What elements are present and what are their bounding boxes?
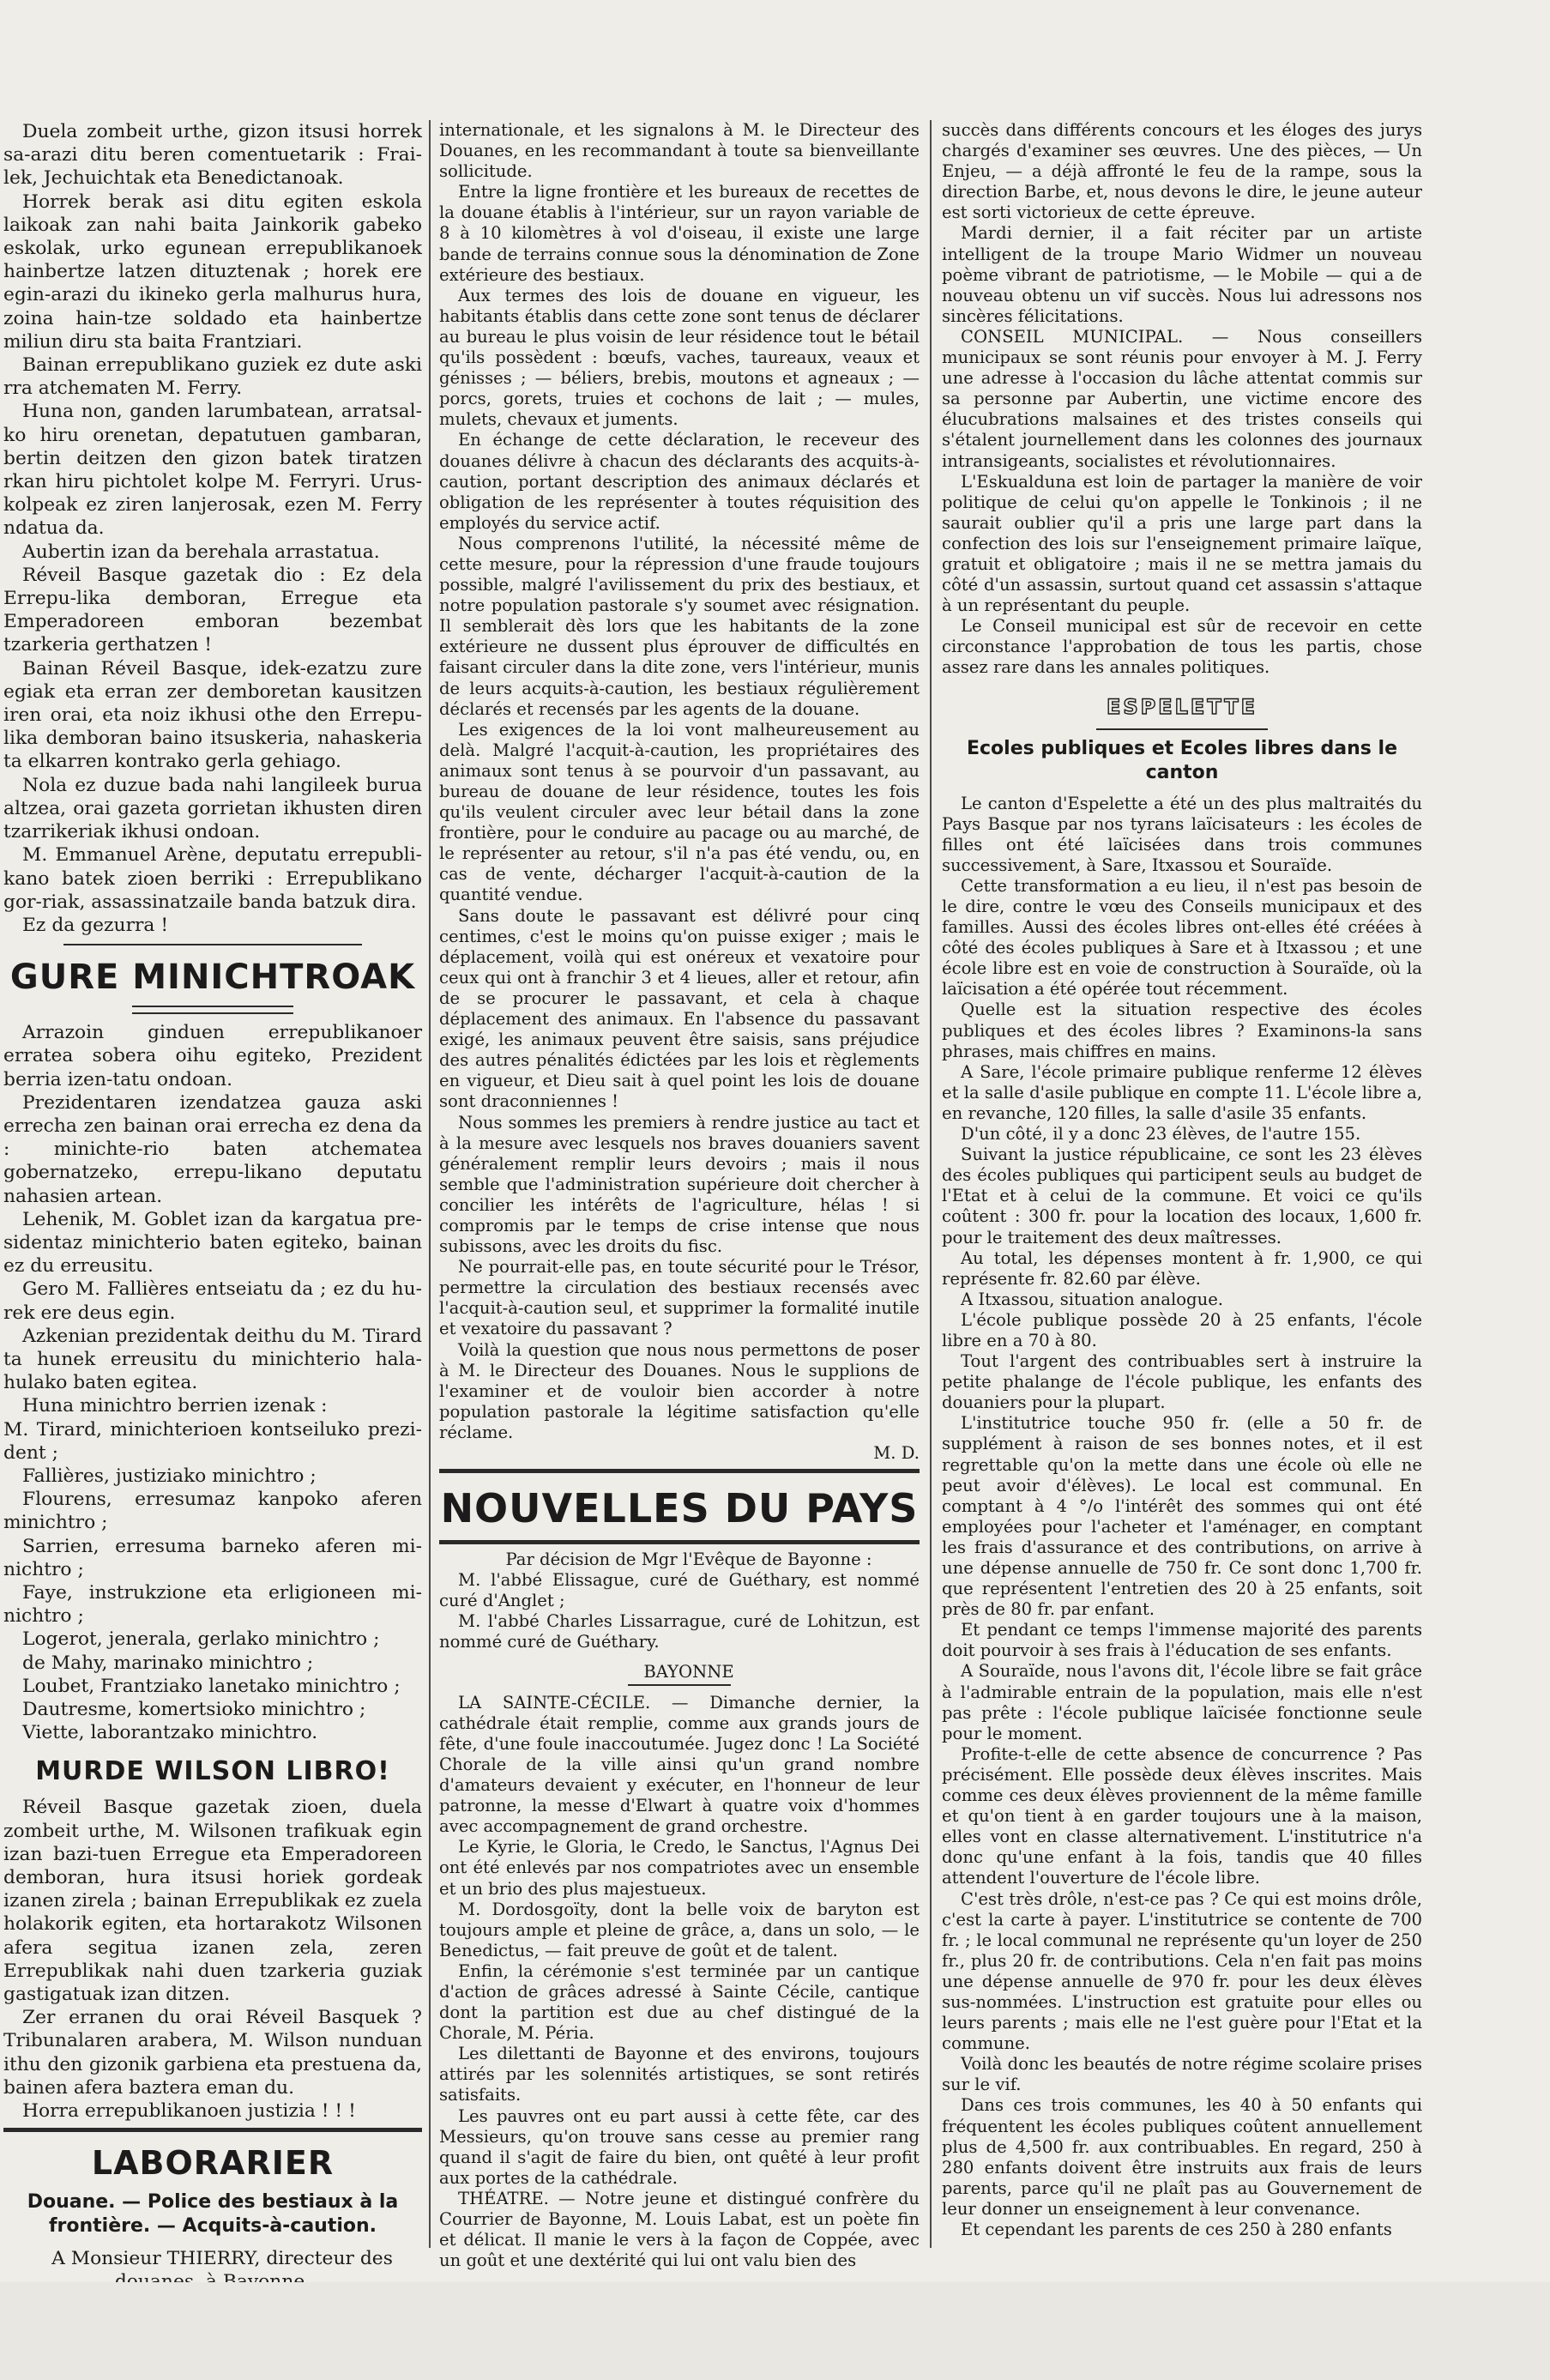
article-paragraph: Et cependant les parents de ces 250 à 280 enfants <box>961 2220 1392 2239</box>
article-paragraph: LA SAINTE-CÉCILE. — Dimanche dernier, la cathédrale était remplie, comme aux grands jours de fête, d'une foule inaccoutumée. Jugez donc ! La Société Chorale de la ville ainsi qu'un grand nombre d'amateurs devaient y exécuter, en l'honneur de leur patronne, la messe d'Elwart à quatre voix d'hommes avec accompagnement de grand orchestre. <box>439 1692 920 1837</box>
article-paragraph: Gero M. Fallières entseiatu da ; ez du hu-rek ere deus egin. <box>3 1278 422 1324</box>
article-paragraph: Nola ez duzue bada nahi langileek burua altzea, orai gazeta gorrietan ikhusten diren tzarrikeriak ikhusi ondoan. <box>3 774 422 843</box>
list-item: Faye, instrukzione eta erligioneen mi-nichtro ; <box>3 1581 422 1628</box>
article-paragraph: Lehenik, M. Goblet izan da kargatua pre-sidentaz minichterio baten egiteko, bainan ez du erreusitu. <box>3 1208 422 1278</box>
section-heading-wilson: MURDE WILSON LIBRO! <box>35 1756 390 1787</box>
column-french-middle <box>439 120 920 2271</box>
section-subheading: Ecoles publiques et Ecoles libres dans le canton <box>966 737 1398 783</box>
article-paragraph: L'institutrice touche 950 fr. (elle a 50 fr. de supplément à raison de ses bonnes notes, et il est regrettable qu'on la mette dans une école où elle ne peut avoir d'élèves). Le local est communal. En comptant à 4 °/o l'intérêt des sommes qui ont été employées pour l'acheter et l'aménager, en comptant les frais d'assurance et des contributions, on arrive à une dépense annuelle de 750 fr. Ce sont donc 1,700 fr. que représentent l'entretien des 20 à 25 enfants, soit près de 80 fr. par enfant. <box>942 1413 1422 1620</box>
article-paragraph: THÉATRE. — Notre jeune et distingué confrère du Courrier de Bayonne, M. Louis Labat, est un poète fin et délicat. Il manie le vers à la façon de Coppée, avec un goût et une dextérité qui lui ont valu bien des <box>439 2188 920 2271</box>
article-paragraph: L'école publique possède 20 à 25 enfants, l'école libre en a 70 à 80. <box>942 1309 1422 1350</box>
article-paragraph: Ez da gezurra ! <box>22 914 169 936</box>
article-paragraph: Le Kyrie, le Gloria, le Credo, le Sanctus, l'Agnus Dei ont été enlevés par nos compatriotes avec un ensemble et un brio des plus majestueux. <box>439 1837 920 1899</box>
article-paragraph: M. Emmanuel Arène, deputatu errepubli-kano batek zioen berriki : Errepublikano gor-riak, assassinatzaile banda batzuk dira. <box>3 844 422 913</box>
article-address: A Monsieur THIERRY, directeur des <box>51 2248 393 2270</box>
divider <box>132 1006 293 1014</box>
article-paragraph: Au total, les dépenses montent à fr. 1,900, ce qui représente fr. 82.60 par élève. <box>942 1247 1422 1289</box>
article-paragraph: Sans doute le passavant est délivré pour cinq centimes, c'est le moins qu'on puisse exiger ; mais le déplacement, voilà qui est onéreux et vexatoire pour ceux qui ont à franchir 3 et 4 lieues, aller et retour, afin de se procurer le passavant, et cela à chaque déplacement des animaux. En l'absence du passavant exigé, les animaux peuvent être saisis, sans préjudice des autres pénalités édictées par les lois et règlements en vigueur, et Dieu sait à quel point les lois de douane sont draconniennes ! <box>439 905 920 1112</box>
article-paragraph: Voilà donc les beautés de notre régime scolaire prises sur le vif. <box>942 2054 1422 2095</box>
article-paragraph: C'est très drôle, n'est-ce pas ? Ce qui est moins drôle, c'est la carte à payer. L'institutrice se contente de 700 fr. ; le local communal ne représente qu'un loyer de 250 fr., plus 20 fr. de contributions. Cela n'en fait pas moins une dépense annuelle de 970 fr. pour les deux élèves sus-nommées. L'instruction est gratuite pour elles ou leurs parents ; mais elle ne l'est guère pour l'Etat et la commune. <box>942 1888 1422 2054</box>
article-paragraph: Prezidentaren izendatzea gauza aski errecha zen bainan orai errecha ez dena da : minichte-rio baten atchematea gobernatzeko, errepu-likano deputatu nahasien artean. <box>3 1091 422 1207</box>
list-item: Dautresme, komertsioko minichtro ; <box>22 1699 366 1720</box>
article-paragraph: Cette transformation a eu lieu, il n'est pas besoin de le dire, contre le vœu des Conseils municipaux et des familles. Aussi des écoles libres ont-elles été créées à côté des écoles publiques à Sare et à Itxassou ; et une école libre est en voie de construction à Souraïde, où la laïcisation a été opérée tout récemment. <box>942 875 1422 1000</box>
article-paragraph: CONSEIL MUNICIPAL. — Nous conseillers municipaux se sont réunis pour envoyer à M. J. Ferry une adresse à l'occasion du lâche attentat commis sur sa personne par Aubertin, une victime encore des élucubrations malsaines et des tristes conseils qui s'étalent journellement dans les colonnes des journaux intransigeants, socialistes et révolutionnaires. <box>942 326 1422 471</box>
section-heading-laborarier: LABORARIER <box>91 2144 335 2183</box>
article-paragraph: Mardi dernier, il a fait réciter par un artiste intelligent de la troupe Mario Widmer un nouveau poème vibrant de patriotisme, — le Mobile — qui a de nouveau obtenu un vif succès. Nous lui adressons nos sincères félicitations. <box>942 223 1422 326</box>
article-paragraph: Profite-t-elle de cette absence de concurrence ? Pas précisément. Elle possède deux élèves inscrites. Mais comme ces deux élèves proviennent de la même famille et qu'on tient à en garder toujours une à la maison, elles vont en classe alternativement. L'institutrice n'a donc qu'une enfant à la fois, tandis que 40 filles attendent l'ouverture de l'école libre. <box>942 1743 1422 1888</box>
article-paragraph: A Itxassou, situation analogue. <box>961 1289 1224 1309</box>
article-paragraph: Les exigences de la loi vont malheureusement au delà. Malgré l'acquit-à-caution, les propriétaires des animaux sont tenus à se pourvoir d'un passavant, au bureau de douane de leur résidence, toutes les fois qu'ils veulent circuler avec leur bétail dans la zone frontière, pour le conduire au pacage ou au marché, de le représenter au retour, s'il n'a pas été vendu, ou, en cas de vente, décharger l'acquit-à-caution de la quantité vendue. <box>439 719 920 905</box>
article-paragraph: M. Dordosgoïty, dont la belle voix de baryton est toujours ample et pleine de grâce, a, dans un solo, — le Benedictus, — fait preuve de goût et de talent. <box>439 1899 920 1960</box>
list-item: M. Tirard, minichterioen kontseiluko prezi-dent ; <box>3 1418 422 1464</box>
article-paragraph: L'Eskualduna est loin de partager la manière de voir politique de celui qu'on appelle le Tonkinois ; il ne saurait oublier qu'il a pris une large part dans la confection des lois sur l'enseignement primaire laïque, gratuit et obligatoire ; mais il ne se mettra jamais du côté d'un assassin, surtout quand cet assassin s'attaque à un représentant du peuple. <box>942 471 1422 616</box>
list-item: Logerot, jenerala, gerlako minichtro ; <box>22 1628 380 1651</box>
article-paragraph: Horrek berak asi ditu egiten eskola laikoak zan nahi baita Jainkorik gabeko eskolak, urko egunean errepublikanoek hainbertze latzen dituztenak ; horek ere egin-arazi du ikineko gerla malhurus hura, zoina hain-tze soldado eta hainbertze miliun diru sta baita Frantziari. <box>3 190 422 353</box>
article-paragraph: Entre la ligne frontière et les bureaux de recettes de la douane établis à l'intérieur, sur un rayon variable de 8 à 10 kilomètres à vol d'oiseau, il existe une large bande de terrains connue sous la dénomination de Zone extérieure des bestiaux. <box>439 182 920 285</box>
article-paragraph: Aux termes des lois de douane en vigueur, les habitants établis dans cette zone sont tenus de déclarer au bureau le plus voisin de leur résidence tout le bétail qu'ils possèdent : bœufs, vaches, taureaux, veaux et génisses ; — béliers, brebis, moutons et agneaux ; — porcs, gorets, truies et cochons de lait ; — mules, mulets, chevaux et juments. <box>439 285 920 430</box>
column-rule <box>930 120 932 2248</box>
list-item: Fallières, justiziako minichtro ; <box>22 1465 317 1487</box>
divider <box>3 2128 422 2132</box>
article-paragraph: Arrazoin ginduen errepublikanoer erratea sobera oihu egiteko, Prezident berria izen-tatu ondoan. <box>3 1022 422 1090</box>
article-paragraph: D'un côté, il y a donc 23 élèves, de l'autre 155. <box>961 1124 1361 1145</box>
article-paragraph: Réveil Basque gazetak zioen, duela zombeit urthe, M. Wilsonen trafikuak egin izan bazi-tuen Erregue eta Emperadoreen demboran, hura itsusi horiek gordeak izanen zirela ; bainan Errepublikak ez zuela holakorik egiten, eta hortarakotz Wilsonen afera segitua izanen zela, zeren Errepublikak nahi duen tzarkeria guziak gastigatuak izan ditzen. <box>3 1797 422 2006</box>
section-heading-bayonne: BAYONNE <box>643 1661 734 1682</box>
list-item: Sarrien, erresuma barneko aferen mi-nichtro ; <box>3 1535 422 1580</box>
article-paragraph: Horra errepublikanoen justizia ! ! ! <box>22 2100 356 2123</box>
signature: M. D. <box>873 1443 920 1463</box>
article-paragraph: Suivant la justice républicaine, ce sont les 23 élèves des écoles publiques qui participent seuls au budget de l'Etat et à celui de la commune. Et voici ce qu'ils coûtent : 300 fr. pour la location des locaux, 1,600 fr. pour le traitement des deux maîtresses. <box>942 1145 1422 1247</box>
article-paragraph: Et pendant ce temps l'immense majorité des parents doit pourvoir à ses frais à l'éducation de ses enfants. <box>942 1620 1422 1661</box>
section-heading-minichtroak: GURE MINICHTROAK <box>9 957 416 998</box>
article-paragraph: M. l'abbé Elissague, curé de Guéthary, est nommé curé d'Anglet ; <box>439 1570 920 1611</box>
page-bottom-margin <box>0 2282 1550 2380</box>
article-paragraph: Réveil Basque gazetak dio : Ez dela Errepu-lika demboran, Erregue eta Emperadoreen emboran bezembat tzarkeria gerthatzen ! <box>3 564 422 656</box>
divider <box>628 1684 731 1686</box>
article-paragraph: Les pauvres ont eu part aussi à cette fête, car des Messieurs, qu'on trouve sans cesse au premier rang quand il s'agit de faire du bien, ont quêté à leur profit aux portes de la cathédrale. <box>439 2105 920 2188</box>
article-paragraph: A Sare, l'école primaire publique renferme 12 élèves et la salle d'asile publique en compte 11. L'école libre a, en revanche, 120 filles, la salle d'asile 35 enfants. <box>942 1061 1422 1123</box>
section-heading-nouvelles: NOUVELLES DU PAYS <box>440 1485 919 1532</box>
article-paragraph: Dans ces trois communes, les 40 à 50 enfants qui fréquentent les écoles publiques coûtent annuellement plus de 4,500 fr. aux contribuables. En regard, 250 à 280 enfants doivent être instruits aux frais de leurs parents, parce qu'il ne plaît pas au Gouvernement de leur donner un enseignement à leur convenance. <box>942 2095 1422 2219</box>
article-paragraph: Nous sommes les premiers à rendre justice au tact et à la mesure avec lesquels nos braves douaniers savent généralement remplir leurs devoirs ; mais il nous semble que l'administration supérieure doit chercher à concilier les intérêts de l'agriculture, hélas ! si compromis par le temps de crise intense que nous subissons, avec les droits du fisc. <box>439 1112 920 1257</box>
section-subheading: Douane. — Police des bestiaux à la frontière. — Acquits-à-caution. <box>27 2191 399 2238</box>
article-paragraph: Bainan errepublikano guziek ez dute aski rra atchematen M. Ferry. <box>3 354 422 400</box>
article-paragraph: Aubertin izan da berehala arrastatua. <box>22 541 380 563</box>
article-paragraph: M. l'abbé Charles Lissarrague, curé de Lohitzun, est nommé curé de Guéthary. <box>439 1611 920 1652</box>
divider <box>439 1469 920 1473</box>
divider <box>439 1540 920 1544</box>
article-paragraph: Enfin, la cérémonie s'est terminée par un cantique d'action de grâces adressé à Sainte Cécile, cantique dont la partition est due au chef distingué de la Chorale, M. Péria. <box>439 1960 920 2044</box>
article-paragraph: Le canton d'Espelette a été un des plus maltraités du Pays Basque par nos tyrans laïcisateurs : les écoles de filles ont été laïcisées dans trois communes successivement, à Sare, Itxassou et Souraïde. <box>942 793 1422 875</box>
article-paragraph: Azkenian prezidentak deithu du M. Tirard ta hunek erreusitu du minichterio hala-hulako baten egitea. <box>3 1325 422 1394</box>
article-paragraph: En échange de cette déclaration, le receveur des douanes délivre à chacun des déclarants des acquits-à-caution, portant description des animaux déclarés et obligation de les représenter à toutes réquisition des employés du service actif. <box>439 430 920 533</box>
article-paragraph: Bainan Réveil Basque, idek-ezatzu zure egiak eta erran zer demboretan kausitzen iren orai, eta noiz ikhusi othe den Errepu-lika demboran baino itsuskeria, nahaskeria ta elkarren kontrako gerla gehiago. <box>3 657 422 773</box>
article-paragraph: Zer erranen du orai Réveil Basquek ? Tribunalaren arabera, M. Wilson nunduan ithu den gizonik garbiena eta prestuena da, bainen afera baztera eman du. <box>3 2007 422 2099</box>
article-paragraph: Ne pourrait-elle pas, en toute sécurité pour le Trésor, permettre la circulation des bestiaux recensés avec l'acquit-à-caution seul, et supprimer la formalité inutile et vexatoire du passavant ? <box>439 1257 920 1339</box>
article-paragraph: A Souraïde, nous l'avons dit, l'école libre se fait grâce à l'admirable entrain de la population, mais elle n'est pas prête : l'école publique laïcisée fonctionne seule pour le moment. <box>942 1661 1422 1743</box>
list-item: Loubet, Frantziako lanetako minichtro ; <box>22 1675 401 1697</box>
article-paragraph: Tout l'argent des contribuables sert à instruire la petite phalange de l'école publique, les enfants des douaniers pour la plupart. <box>942 1351 1422 1413</box>
list-item: Flourens, erresumaz kanpoko aferen minichtro ; <box>3 1489 422 1534</box>
list-item: de Mahy, marinako minichtro ; <box>22 1652 314 1674</box>
article-paragraph: Les dilettanti de Bayonne et des environs, toujours attirés par les solennités artistiques, se sont retirés satisfaits. <box>439 2044 920 2105</box>
list-item: Viette, laborantzako minichtro. <box>22 1722 318 1744</box>
article-paragraph: Le Conseil municipal est sûr de recevoir en cette circonstance l'approbation de tous les partis, chose assez rare dans les annales politiques. <box>942 616 1422 678</box>
article-paragraph: Nous comprenons l'utilité, la nécessité même de cette mesure, pour la répression d'une fraude toujours possible, malgré l'avilissement du prix des bestiaux, et notre population pastorale s'y soumet avec résignation. Il semblerait dès lors que les habitants de la zone extérieure ne dussent plus éprouver de difficultés en faisant circuler dans la dite zone, vers l'intérieur, munis de leurs acquits-à-caution, les bestiaux régulièrement déclarés et recensés par les agents de la douane. <box>439 533 920 719</box>
article-paragraph: Huna non, ganden larumbatean, arratsal-ko hiru orenetan, depatutuen gambaran, bertin deitzen den gizon batek tiratzen rkan hiru pichtolet kolpe M. Ferryri. Urus-kolpeak ez ziren lanjerosak, ezen M. Ferry ndatua da. <box>3 401 422 540</box>
article-paragraph: Par décision de Mgr l'Evêque de Bayonne : <box>505 1549 872 1570</box>
section-heading-espelette: ESPELETTE <box>1106 694 1258 719</box>
article-paragraph: Duela zombeit urthe, gizon itsusi horrek sa-arazi ditu beren comentuetarik : Frai-lek, Jechuichtak eta Benedictanoak. <box>3 121 422 190</box>
column-rule <box>429 120 431 2248</box>
divider <box>63 944 362 945</box>
article-paragraph: Huna minichtro berrien izenak : <box>22 1395 328 1417</box>
article-paragraph: Quelle est la situation respective des écoles publiques et des écoles libres ? Examinons-la sans phrases, mais chiffres en mains. <box>942 1000 1422 1061</box>
article-paragraph: Voilà la question que nous nous permettons de poser à M. le Directeur des Douanes. Nous le supplions de l'examiner et de vouloir bien accorder à notre population pastorale la légitime satisfaction qu'elle réclame. <box>439 1339 920 1442</box>
article-paragraph: succès dans différents concours et les éloges des jurys chargés d'examiner ses œuvres. Une des pièces, — Un Enjeu, — a déjà affronté le feu de la rampe, sous la direction Barbe, et, nous devons le dire, le jeune auteur est sorti victorieux de cette épreuve. <box>942 120 1422 223</box>
divider <box>1096 728 1268 730</box>
article-paragraph: internationale, et les signalons à M. le Directeur des Douanes, en les recommandant à toute sa bienveillante sollicitude. <box>439 120 920 182</box>
column-basque <box>3 120 422 2364</box>
column-french-right <box>942 120 1422 2240</box>
